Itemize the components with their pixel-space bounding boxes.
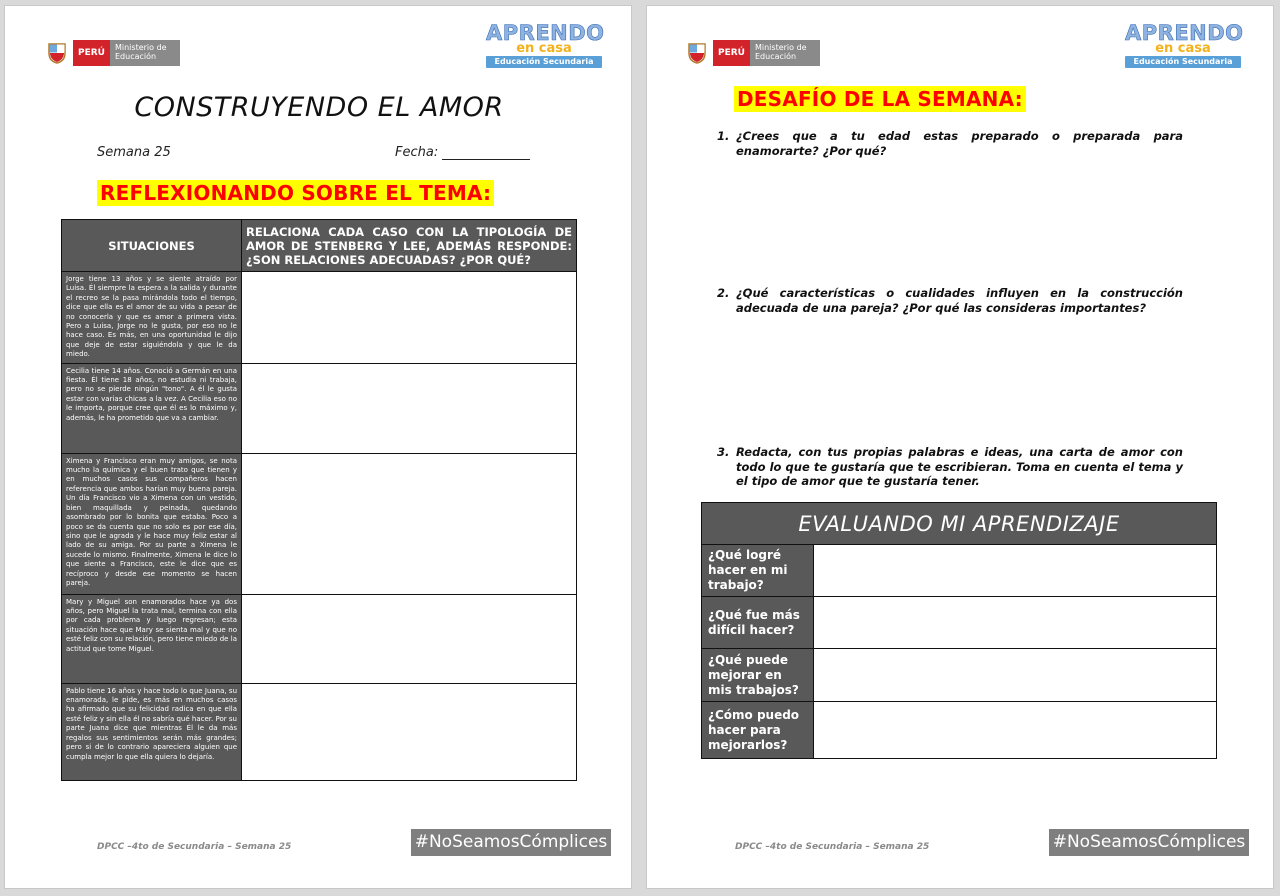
evaluando-table: [701, 502, 1217, 759]
question-number: 2.: [717, 286, 730, 300]
table-row: [62, 363, 577, 453]
minedu-logo: [685, 39, 820, 67]
table-row: [702, 545, 1217, 597]
question-item: [717, 129, 1183, 158]
eval-question-cell: ¿Qué logré hacer en mi trabajo?: [702, 545, 814, 597]
hashtag-banner: #NoSeamosCómplices: [411, 829, 611, 856]
peru-label: PERÚ: [73, 40, 110, 66]
en-casa-text: en casa: [1155, 41, 1211, 56]
evaluando-title: EVALUANDO MI APRENDIZAJE: [702, 503, 1217, 545]
table-row: [62, 272, 577, 364]
answer-cell[interactable]: [242, 453, 577, 594]
document-title: CONSTRUYENDO EL AMOR: [134, 92, 504, 123]
aprendo-text: APRENDO: [1125, 21, 1244, 45]
table-row: [62, 594, 577, 683]
eval-question-cell: ¿Cómo puedo hacer para mejorarlos?: [702, 702, 814, 759]
semana-label: Semana 25: [97, 145, 171, 160]
answer-cell[interactable]: [242, 683, 577, 780]
eval-question-cell: ¿Qué fue más difícil hacer?: [702, 597, 814, 649]
answer-cell[interactable]: [242, 272, 577, 364]
table-row: [702, 597, 1217, 649]
column-header-relaciona: RELACIONA CADA CASO CON LA TIPOLOGÍA DE AMOR DE STENBERG Y LEE, ADEMÁS RESPONDE: ¿SON RELACIONES ADECUADAS? ¿POR QUÉ?: [242, 220, 577, 272]
question-text: ¿Crees que a tu edad estas preparado o preparada para enamorarte? ¿Por qué?: [736, 129, 1183, 158]
peru-shield-icon: [685, 41, 709, 65]
table-row: [62, 683, 577, 780]
educacion-secundaria-text: Educación Secundaria: [1125, 56, 1241, 68]
ministerio-label: Ministerio de Educación: [110, 40, 180, 66]
question-text: ¿Qué características o cualidades influyen en la construcción adecuada de una pareja? ¿Por qué las consideras importantes?: [736, 286, 1183, 315]
section-heading-reflexionando: REFLEXIONANDO SOBRE EL TEMA:: [97, 180, 494, 206]
aprendo-en-casa-logo: [486, 21, 605, 68]
peru-shield-icon: [45, 41, 69, 65]
page-left: [4, 5, 632, 889]
aprendo-text: APRENDO: [486, 21, 605, 45]
aprendo-en-casa-logo: [1125, 21, 1244, 68]
educacion-secundaria-text: Educación Secundaria: [486, 56, 602, 68]
case-cell: Mary y Miguel son enamorados hace ya dos años, pero Miguel la trata mal, termina con ella por cada problema y luego regresan; esta situación hace que Mary se sienta mal y que no esté feliz con su relación, pero tiene miedo de la actitud que tome Miguel.: [62, 594, 242, 683]
situaciones-table: [61, 219, 577, 781]
table-row: [702, 702, 1217, 759]
case-cell: Cecilia tiene 14 años. Conoció a Germán en una fiesta. Él tiene 18 años, no estudia ni trabaja, pero no se pierde ningún "tono". A él le gusta estar con varias chicas a la vez. A Cecilia eso no le importa, porque cree que él es lo máximo y, además, le ha prometido que va a cambiar.: [62, 363, 242, 453]
section-heading-desafio: DESAFÍO DE LA SEMANA:: [734, 86, 1026, 112]
ministerio-label: Ministerio de Educación: [750, 40, 820, 66]
eval-answer-cell[interactable]: [814, 545, 1217, 597]
peru-label: PERÚ: [713, 40, 750, 66]
en-casa-text: en casa: [516, 41, 572, 56]
page-footer: DPCC –4to de Secundaria – Semana 25: [735, 842, 930, 852]
table-row: [702, 649, 1217, 702]
question-item: [717, 445, 1183, 489]
eval-answer-cell[interactable]: [814, 597, 1217, 649]
answer-cell[interactable]: [242, 363, 577, 453]
table-header-row: [62, 220, 577, 272]
case-cell: Pablo tiene 16 años y hace todo lo que Juana, su enamorada, le pide, es más en muchos casos ha afirmado que su felicidad radica en que ella esté feliz y sin ella él no sabría qué hacer. Por su parte Juana dice que mientras Él le da más regalos sus sentimientos serán más grandes; pero si de lo contrario apareciera alguien que cumpla mejor lo que ella quiera lo dejaría.: [62, 683, 242, 780]
eval-question-cell: ¿Qué puede mejorar en mis trabajos?: [702, 649, 814, 702]
question-text: Redacta, con tus propias palabras e ideas, una carta de amor con todo lo que te gustaría que te escribieran. Toma en cuenta el tema y el tipo de amor que te gustaría tener.: [736, 445, 1183, 489]
fecha-label: [395, 145, 530, 160]
answer-cell[interactable]: [242, 594, 577, 683]
eval-answer-cell[interactable]: [814, 649, 1217, 702]
case-cell: Jorge tiene 13 años y se siente atraído por Luisa. Él siempre la espera a la salida y durante el recreo se la pasa mirándola todo el tiempo, dice que ella es el amor de su vida a pesar de no conocerla y que es amor a primera vista. Pero a Luisa, Jorge no le gusta, por eso no le hace caso. Es más, en una oportunidad le dijo que deje de estar siguiéndola y que le da miedo.: [62, 272, 242, 364]
page-right: [646, 5, 1274, 889]
table-row: [62, 453, 577, 594]
table-header-row: [702, 503, 1217, 545]
column-header-situaciones: SITUACIONES: [62, 220, 242, 272]
page-footer: DPCC –4to de Secundaria – Semana 25: [97, 842, 292, 852]
question-number: 1.: [717, 129, 730, 143]
fecha-blank-line[interactable]: [442, 148, 530, 160]
minedu-logo: [45, 39, 180, 67]
question-number: 3.: [717, 445, 730, 459]
case-cell: Ximena y Francisco eran muy amigos, se nota mucho la química y el buen trato que tienen y en muchos casos sus compañeros hacen referencia que ambos harían muy buena pareja. Un día Francisco vio a Ximena con un vestido, bien maquillada y peinada, quedando asombrado por lo bonita que estaba. Poco a poco se da cuenta que no solo es por ese día, sino que le agrada y le hace muy feliz estar al lado de su amiga. Por su parte a Ximena le sucede lo mismo. Finalmente, Ximena le dice lo que siente a Francisco, este le dice que es recíproco y desde ese momento se hacen pareja.: [62, 453, 242, 594]
fecha-text: Fecha:: [395, 145, 439, 160]
hashtag-banner: #NoSeamosCómplices: [1049, 829, 1249, 856]
question-item: [717, 286, 1183, 315]
eval-answer-cell[interactable]: [814, 702, 1217, 759]
